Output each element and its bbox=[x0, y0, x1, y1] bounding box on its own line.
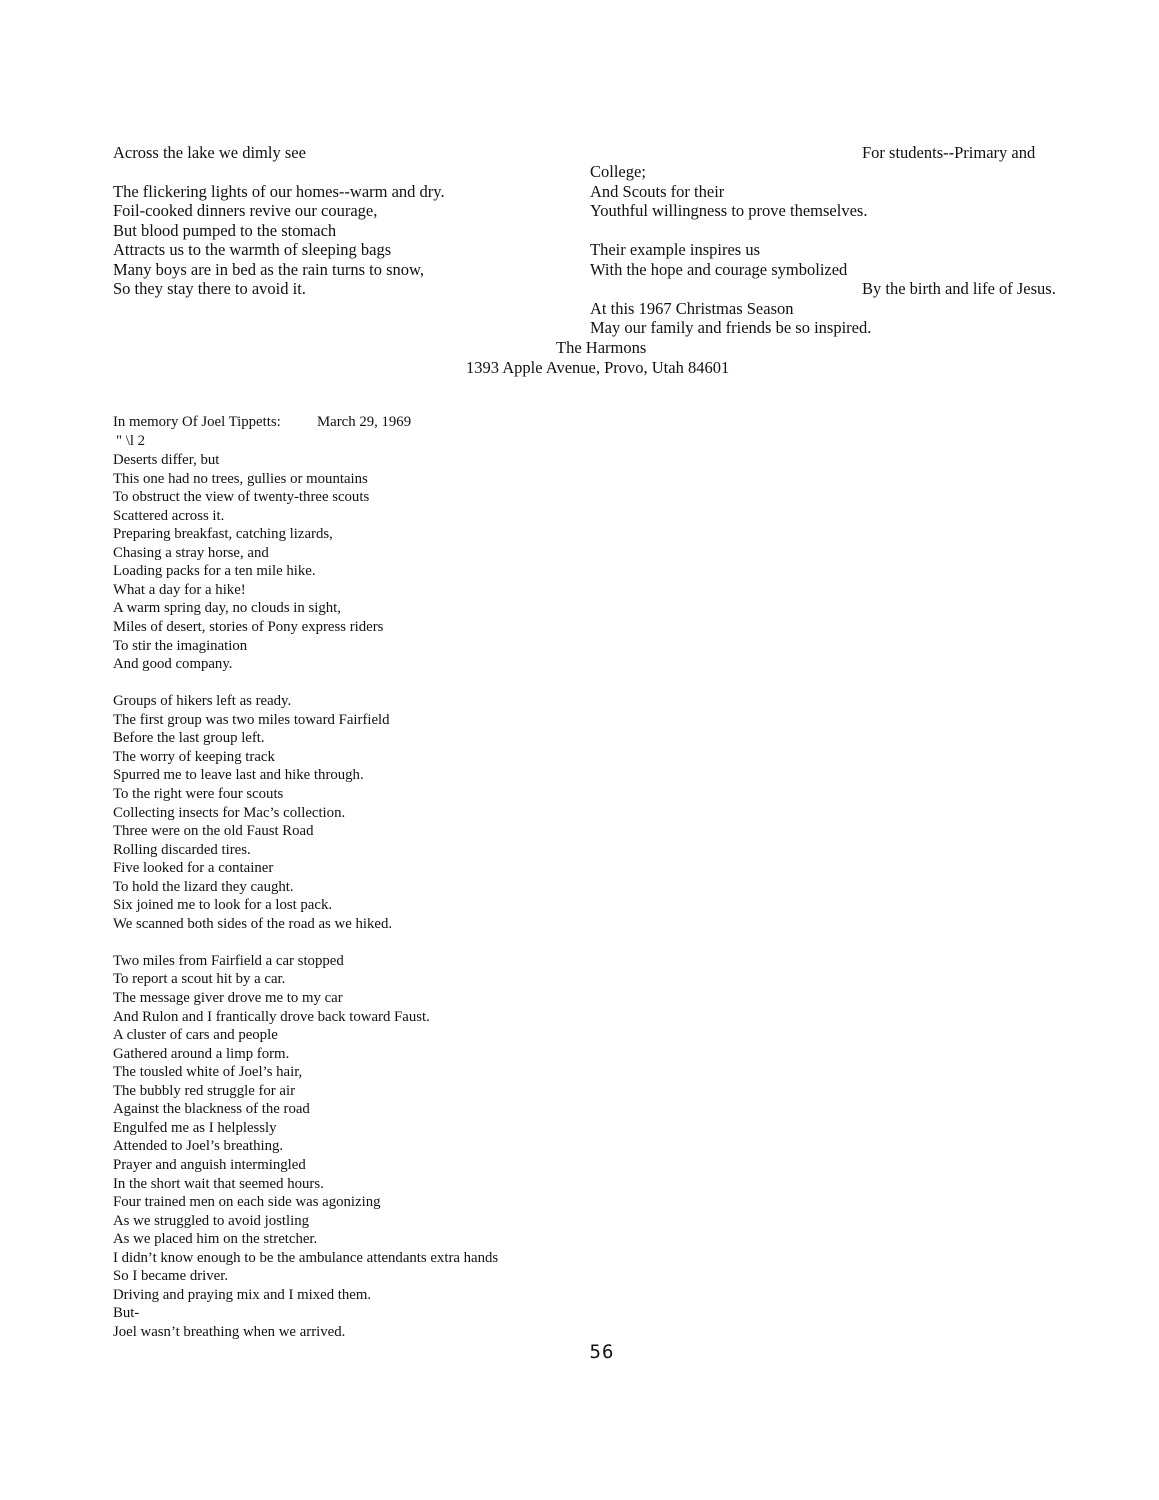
top-left-line-5: But blood pumped to the stomach bbox=[113, 221, 337, 240]
poem-line: Joel wasn’t breathing when we arrived. bbox=[113, 1323, 346, 1340]
poem-line: Collecting insects for Mac’s collection. bbox=[113, 804, 346, 821]
top-right-line-4: Youthful willingness to prove themselves. bbox=[590, 201, 868, 220]
poem-line: Deserts differ, but bbox=[113, 452, 220, 468]
poem-line: To hold the lizard they caught. bbox=[113, 878, 294, 895]
poem-line: A cluster of cars and people bbox=[113, 1027, 278, 1044]
poem-line: I didn’t know enough to be the ambulance attendants extra hands bbox=[113, 1249, 499, 1266]
memorial-date: March 29, 1969 bbox=[317, 414, 412, 430]
poem-line: The first group was two miles toward Fairfield bbox=[113, 711, 390, 728]
poem-line: Before the last group left. bbox=[113, 730, 265, 747]
signature-name: The Harmons bbox=[556, 338, 647, 357]
top-left-line-8: So they stay there to avoid it. bbox=[113, 279, 306, 298]
poem-line: This one had no trees, gullies or mountains bbox=[113, 470, 368, 487]
poem-line: Spurred me to leave last and hike through. bbox=[113, 767, 364, 784]
top-left-line-1: Across the lake we dimly see bbox=[113, 143, 306, 162]
poem-line: Three were on the old Faust Road bbox=[113, 823, 314, 839]
top-right-line-8: At this 1967 Christmas Season bbox=[590, 299, 794, 318]
poem-line: Scattered across it. bbox=[113, 507, 225, 524]
poem-line: Attended to Joel’s breathing. bbox=[113, 1138, 284, 1155]
top-left-line-3: The flickering lights of our homes--warm and dry. bbox=[113, 182, 445, 201]
poem-line: Gathered around a limp form. bbox=[113, 1045, 290, 1062]
poem-line: So I became driver. bbox=[113, 1268, 229, 1285]
poem-line: Miles of desert, stories of Pony express riders bbox=[113, 619, 384, 635]
poem-line: Chasing a stray horse, and bbox=[113, 544, 269, 561]
poem-line: Six joined me to look for a lost pack. bbox=[113, 897, 333, 914]
poem-line: Five looked for a container bbox=[113, 860, 274, 877]
poem-line: Two miles from Fairfield a car stopped bbox=[113, 952, 344, 969]
poem-line: Loading packs for a ten mile hike. bbox=[113, 563, 316, 580]
memorial-mark: " \l 2 bbox=[116, 433, 146, 449]
signature-address: 1393 Apple Avenue, Provo, Utah 84601 bbox=[466, 358, 730, 377]
top-right-line-5: Their example inspires us bbox=[590, 240, 760, 259]
poem-line: To stir the imagination bbox=[113, 637, 248, 654]
poem-line: To the right were four scouts bbox=[113, 785, 284, 802]
poem-line: Four trained men on each side was agonizing bbox=[113, 1194, 381, 1210]
poem-line: To obstruct the view of twenty-three scouts bbox=[113, 489, 370, 506]
top-right-line-3: And Scouts for their bbox=[590, 182, 725, 201]
poem-line: Groups of hikers left as ready. bbox=[113, 693, 292, 710]
poem-line: And good company. bbox=[113, 656, 233, 672]
poem-line: Engulfed me as I helplessly bbox=[113, 1119, 277, 1136]
top-left-line-6: Attracts us to the warmth of sleeping bags bbox=[113, 240, 392, 259]
poem-line: The worry of keeping track bbox=[113, 748, 275, 765]
poem-line: In the short wait that seemed hours. bbox=[113, 1175, 324, 1192]
poem-line: Preparing breakfast, catching lizards, bbox=[113, 526, 333, 543]
poem-line: But- bbox=[113, 1305, 140, 1322]
poem-line: Against the blackness of the road bbox=[113, 1101, 310, 1118]
poem-line: As we struggled to avoid jostling bbox=[113, 1212, 310, 1229]
top-right-line-9: May our family and friends be so inspired. bbox=[590, 318, 872, 337]
page-number: 56 bbox=[589, 1341, 615, 1363]
top-right-line-7: By the birth and life of Jesus. bbox=[862, 279, 1056, 298]
poem-line: As we placed him on the stretcher. bbox=[113, 1231, 318, 1248]
top-left-line-4: Foil-cooked dinners revive our courage, bbox=[113, 201, 378, 220]
top-right-line-2: College; bbox=[590, 162, 646, 181]
poem-line: The tousled white of Joel’s hair, bbox=[113, 1064, 303, 1081]
top-right-line-1: For students--Primary and bbox=[862, 143, 1036, 162]
poem-line: Prayer and anguish intermingled bbox=[113, 1156, 306, 1173]
poem-line: To report a scout hit by a car. bbox=[113, 971, 286, 988]
poem-line: The message giver drove me to my car bbox=[113, 990, 343, 1006]
poem-line: A warm spring day, no clouds in sight, bbox=[113, 600, 341, 617]
poem-line: Rolling discarded tires. bbox=[113, 841, 251, 858]
poem-line: Driving and praying mix and I mixed them. bbox=[113, 1286, 372, 1303]
top-right-line-6: With the hope and courage symbolized bbox=[590, 260, 848, 279]
poem-line: What a day for a hike! bbox=[113, 581, 246, 598]
poem-line: The bubbly red struggle for air bbox=[113, 1082, 296, 1099]
poem-line: We scanned both sides of the road as we hiked. bbox=[113, 915, 393, 932]
memorial-heading: In memory Of Joel Tippetts: bbox=[113, 414, 281, 430]
top-left-line-7: Many boys are in bed as the rain turns to snow, bbox=[113, 260, 424, 279]
poem-line: And Rulon and I frantically drove back toward Faust. bbox=[113, 1008, 430, 1025]
